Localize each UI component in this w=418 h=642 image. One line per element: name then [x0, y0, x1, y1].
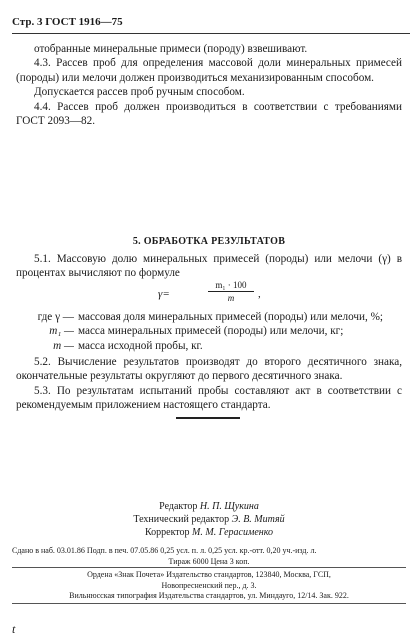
credit-tech-editor: [0, 513, 418, 526]
definition-symbol: m —: [53, 339, 74, 352]
section-title: 5. ОБРАБОТКА РЕЗУЛЬТАТОВ: [132, 236, 286, 247]
page-header: Стр. 3 ГОСТ 1916—75: [12, 16, 123, 28]
credits-block: [0, 500, 418, 539]
paragraph-4-4: 4.4. Рассев проб должен производиться в соответствии с требованиями ГОСТ 2093—82.: [16, 100, 402, 128]
paragraph-5-1: 5.1. Массовую долю минеральных примесей (породы) или мелочи (γ) в процентах вычисляют по формуле: [16, 253, 402, 280]
definition-row: [16, 310, 402, 324]
definitions-list: [16, 310, 402, 353]
publisher-line: Новопресненский пер., д. 3.: [161, 580, 257, 590]
definition-symbol: m₁ —: [49, 325, 74, 338]
paragraph-5-3: 5.3. По результатам испытаний пробы составляют акт в соответствии с рекомендуемым приложением настоящего стандарта.: [16, 384, 402, 412]
credit-role: Редактор: [159, 501, 198, 512]
paragraph-4-2-end: отобранные минеральные примеси (породу) взвешивают.: [34, 43, 308, 55]
imprint-rule: [12, 567, 406, 568]
fraction-bar: [208, 291, 254, 292]
definition-symbol: где γ —: [37, 311, 74, 323]
body-section-4: [16, 42, 402, 128]
formula: [0, 280, 418, 306]
publisher-rule: [12, 603, 406, 604]
formula-denominator: m: [227, 293, 235, 303]
credit-editor: [0, 500, 418, 513]
credit-role: Технический редактор: [133, 514, 230, 525]
formula-lhs: γ=: [158, 288, 170, 300]
definition-text: масса исходной пробы, кг.: [78, 339, 203, 352]
credit-name: Э. В. Митяй: [231, 514, 285, 525]
imprint-line: Тираж 6000 Цена 3 коп.: [168, 556, 250, 566]
credit-corrector: [0, 526, 418, 539]
paragraph-4-3: 4.3. Рассев проб для определения массовой доли минеральных примесей (породы) или мелочи должен производиться механизированным способом.: [16, 57, 402, 84]
formula-numerator: m₁ · 100: [215, 280, 247, 290]
publisher-line: Вильнюсская типография Издательства стандартов, ул. Миндауго, 12/14. Зак. 922.: [69, 591, 349, 600]
credit-name: М. М. Герасименко: [192, 527, 274, 538]
paragraph-5-2: 5.2. Вычисление результатов производят до второго десятичного знака, окончательные результаты округляют до первого десятичного знака.: [16, 356, 402, 383]
definition-text: массовая доля минеральных примесей (породы) или мелочи, %;: [78, 311, 384, 323]
definition-row: [16, 339, 402, 353]
paragraph-4-3-note: Допускается рассев проб ручным способом.: [34, 86, 245, 99]
imprint-block: [12, 546, 406, 567]
definition-row: [16, 324, 402, 338]
page-mark: t: [12, 622, 16, 636]
credit-role: Корректор: [144, 527, 190, 538]
credit-name: Н. П. Щукина: [199, 501, 259, 512]
publisher-line: Ордена «Знак Почета» Издательство стандартов, 123840, Москва, ГСП,: [87, 570, 331, 579]
header-rule: [12, 33, 410, 34]
paragraphs-5-2-5-3: [16, 355, 402, 413]
imprint-line: Сдано в наб. 03.01.86 Подп. в печ. 07.05.86 0,25 усл. п. л. 0,25 усл. кр.-отт. 0,20 уч.-изд. л.: [12, 546, 317, 555]
formula-fraction: [208, 280, 254, 303]
publisher-block: [12, 570, 406, 602]
formula-tail: ,: [258, 288, 261, 300]
definition-text: масса минеральных примесей (породы) или мелочи, кг;: [78, 325, 344, 338]
section-divider: [176, 417, 240, 419]
paragraph-5-1-block: [16, 252, 402, 281]
